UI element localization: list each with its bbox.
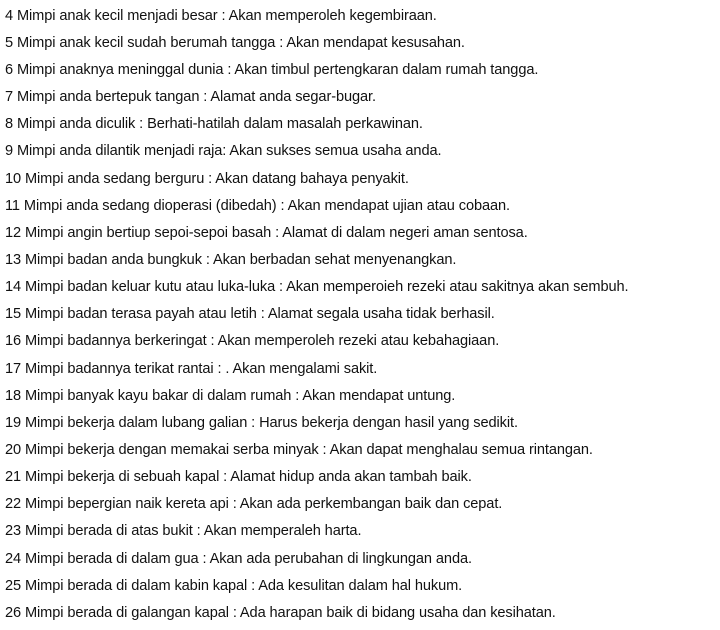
list-item: 22 Mimpi bepergian naik kereta api : Akan ada perkembangan baik dan cepat. <box>5 496 503 512</box>
list-item: 21 Mimpi bekerja di sebuah kapal : Alamat hidup anda akan tambah baik. <box>5 469 472 485</box>
list-item: 13 Mimpi badan anda bungkuk : Akan berbadan sehat menyenangkan. <box>5 252 457 268</box>
list-item: 16 Mimpi badannya berkeringat : Akan memperoleh rezeki atau kebahagiaan. <box>5 333 500 349</box>
list-item: 4 Mimpi anak kecil menjadi besar : Akan memperoleh kegembiraan. <box>5 8 437 24</box>
list-item: 7 Mimpi anda bertepuk tangan : Alamat anda segar-bugar. <box>5 89 376 105</box>
list-item: 26 Mimpi berada di galangan kapal : Ada harapan baik di bidang usaha dan kesihatan. <box>5 605 556 621</box>
list-item: 20 Mimpi bekerja dengan memakai serba minyak : Akan dapat menghalau semua rintangan. <box>5 442 593 458</box>
list-item: 18 Mimpi banyak kayu bakar di dalam rumah : Akan mendapat untung. <box>5 388 456 404</box>
list-item: 6 Mimpi anaknya meninggal dunia : Akan timbul pertengkaran dalam rumah tangga. <box>5 62 539 78</box>
list-item: 19 Mimpi bekerja dalam lubang galian : Harus bekerja dengan hasil yang sedikit. <box>5 415 518 431</box>
list-item: 14 Mimpi badan keluar kutu atau luka-luka : Akan memperoieh rezeki atau sakitnya akan sembuh. <box>5 279 629 295</box>
list-item: 17 Mimpi badannya terikat rantai : . Akan mengalami sakit. <box>5 361 378 377</box>
list-item: 23 Mimpi berada di atas bukit : Akan memperaleh harta. <box>5 523 362 539</box>
list-item: 24 Mimpi berada di dalam gua : Akan ada perubahan di lingkungan anda. <box>5 551 472 567</box>
list-item: 12 Mimpi angin bertiup sepoi-sepoi basah : Alamat di dalam negeri aman sentosa. <box>5 225 528 241</box>
list-item: 10 Mimpi anda sedang berguru : Akan datang bahaya penyakit. <box>5 171 409 187</box>
list-item: 9 Mimpi anda dilantik menjadi raja: Akan sukses semua usaha anda. <box>5 143 442 159</box>
list-item: 8 Mimpi anda diculik : Berhati-hatilah dalam masalah perkawinan. <box>5 116 423 132</box>
list-item: 5 Mimpi anak kecil sudah berumah tangga : Akan mendapat kesusahan. <box>5 35 465 51</box>
list-item: 11 Mimpi anda sedang dioperasi (dibedah) : Akan mendapat ujian atau cobaan. <box>5 198 510 214</box>
list-item: 15 Mimpi badan terasa payah atau letih : Alamat segala usaha tidak berhasil. <box>5 306 495 322</box>
list-item: 25 Mimpi berada di dalam kabin kapal : Ada kesulitan dalam hal hukum. <box>5 578 463 594</box>
